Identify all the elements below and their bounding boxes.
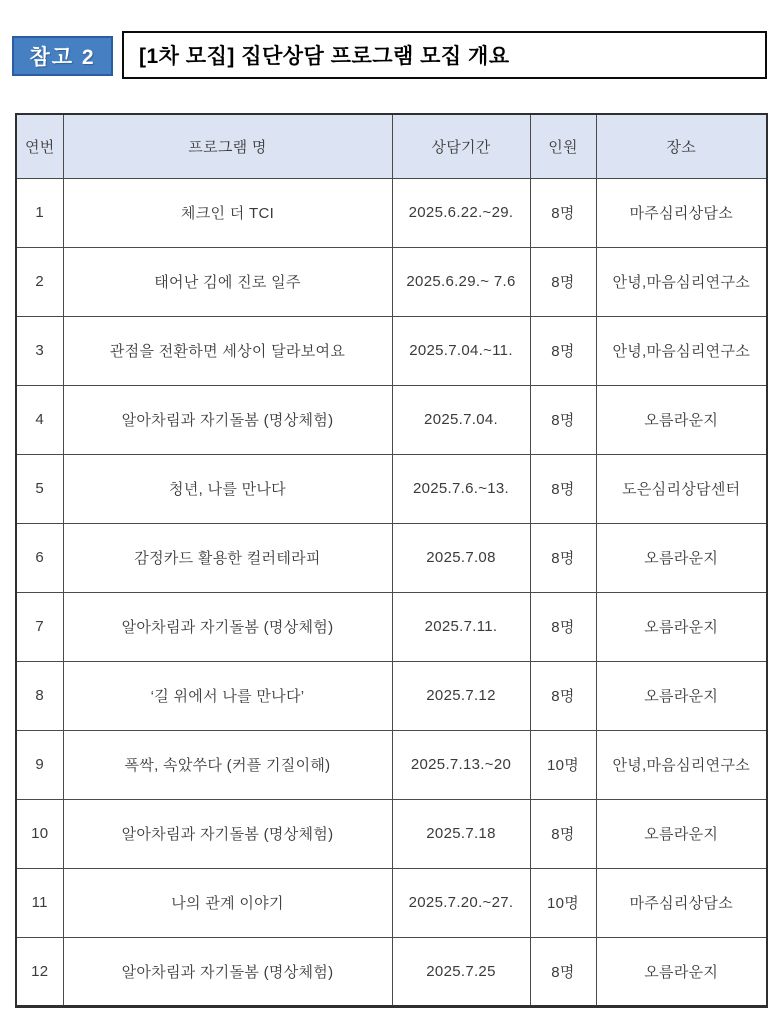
- column-header-capacity: 인원: [530, 114, 596, 178]
- table-row: [16, 661, 767, 730]
- cell-capacity: 8명: [530, 316, 596, 385]
- cell-period: 2025.7.08: [392, 523, 530, 592]
- cell-no: 7: [16, 592, 63, 661]
- cell-capacity: 8명: [530, 247, 596, 316]
- table-row: [16, 178, 767, 247]
- page-title: [1차 모집] 집단상담 프로그램 모집 개요: [139, 45, 510, 68]
- cell-location: 오름라운지: [596, 661, 767, 730]
- cell-program-name: 알아차림과 자기돌봄 (명상체험): [63, 799, 392, 868]
- cell-program-name: 알아차림과 자기돌봄 (명상체험): [63, 385, 392, 454]
- reference-badge: [12, 36, 113, 76]
- cell-program-name: 감정카드 활용한 컬러테라피: [63, 523, 392, 592]
- cell-location: 마주심리상담소: [596, 178, 767, 247]
- cell-period: 2025.7.12: [392, 661, 530, 730]
- cell-period: 2025.7.04.~11.: [392, 316, 530, 385]
- table-body: [16, 178, 767, 1006]
- cell-location: 오름라운지: [596, 937, 767, 1006]
- column-header-no: 연번: [16, 114, 63, 178]
- table-row: [16, 454, 767, 523]
- cell-capacity: 8명: [530, 592, 596, 661]
- cell-capacity: 10명: [530, 868, 596, 937]
- cell-location: 오름라운지: [596, 523, 767, 592]
- cell-no: 1: [16, 178, 63, 247]
- cell-program-name: 체크인 더 TCI: [63, 178, 392, 247]
- cell-program-name: 알아차림과 자기돌봄 (명상체험): [63, 592, 392, 661]
- cell-no: 6: [16, 523, 63, 592]
- cell-period: 2025.7.20.~27.: [392, 868, 530, 937]
- table-row: [16, 937, 767, 1006]
- cell-period: 2025.7.11.: [392, 592, 530, 661]
- cell-period: 2025.7.04.: [392, 385, 530, 454]
- cell-location: 안녕,마음심리연구소: [596, 247, 767, 316]
- table-row: [16, 592, 767, 661]
- table-row: [16, 799, 767, 868]
- reference-badge-label: 참고 2: [29, 46, 96, 69]
- cell-no: 12: [16, 937, 63, 1006]
- cell-program-name: 청년, 나를 만나다: [63, 454, 392, 523]
- cell-location: 오름라운지: [596, 799, 767, 868]
- cell-program-name: 태어난 김에 진로 일주: [63, 247, 392, 316]
- cell-capacity: 8명: [530, 937, 596, 1006]
- cell-no: 2: [16, 247, 63, 316]
- cell-no: 9: [16, 730, 63, 799]
- cell-location: 도은심리상담센터: [596, 454, 767, 523]
- cell-no: 3: [16, 316, 63, 385]
- table-row: [16, 247, 767, 316]
- cell-program-name: 나의 관계 이야기: [63, 868, 392, 937]
- cell-program-name: 폭싹, 속았쑤다 (커플 기질이해): [63, 730, 392, 799]
- cell-location: 마주심리상담소: [596, 868, 767, 937]
- table-row: [16, 730, 767, 799]
- cell-location: 안녕,마음심리연구소: [596, 316, 767, 385]
- cell-no: 10: [16, 799, 63, 868]
- cell-capacity: 10명: [530, 730, 596, 799]
- cell-period: 2025.7.6.~13.: [392, 454, 530, 523]
- column-header-period: 상담기간: [392, 114, 530, 178]
- program-table: [15, 113, 768, 1008]
- column-header-location: 장소: [596, 114, 767, 178]
- cell-capacity: 8명: [530, 523, 596, 592]
- cell-program-name: 관점을 전환하면 세상이 달라보여요: [63, 316, 392, 385]
- cell-period: 2025.7.13.~20: [392, 730, 530, 799]
- cell-period: 2025.7.25: [392, 937, 530, 1006]
- cell-capacity: 8명: [530, 385, 596, 454]
- cell-period: 2025.6.22.~29.: [392, 178, 530, 247]
- cell-period: 2025.6.29.~ 7.6: [392, 247, 530, 316]
- cell-capacity: 8명: [530, 178, 596, 247]
- cell-capacity: 8명: [530, 454, 596, 523]
- title-box: [122, 31, 767, 79]
- cell-capacity: 8명: [530, 799, 596, 868]
- table-row: [16, 868, 767, 937]
- table-row: [16, 316, 767, 385]
- table-row: [16, 385, 767, 454]
- cell-no: 11: [16, 868, 63, 937]
- cell-location: 오름라운지: [596, 592, 767, 661]
- cell-capacity: 8명: [530, 661, 596, 730]
- table-row: [16, 523, 767, 592]
- cell-program-name: 알아차림과 자기돌봄 (명상체험): [63, 937, 392, 1006]
- column-header-program-name: 프로그램 명: [63, 114, 392, 178]
- table-header-row: [16, 114, 767, 178]
- cell-location: 오름라운지: [596, 385, 767, 454]
- cell-location: 안녕,마음심리연구소: [596, 730, 767, 799]
- cell-no: 5: [16, 454, 63, 523]
- cell-period: 2025.7.18: [392, 799, 530, 868]
- cell-no: 4: [16, 385, 63, 454]
- cell-no: 8: [16, 661, 63, 730]
- cell-program-name: ‘길 위에서 나를 만나다’: [63, 661, 392, 730]
